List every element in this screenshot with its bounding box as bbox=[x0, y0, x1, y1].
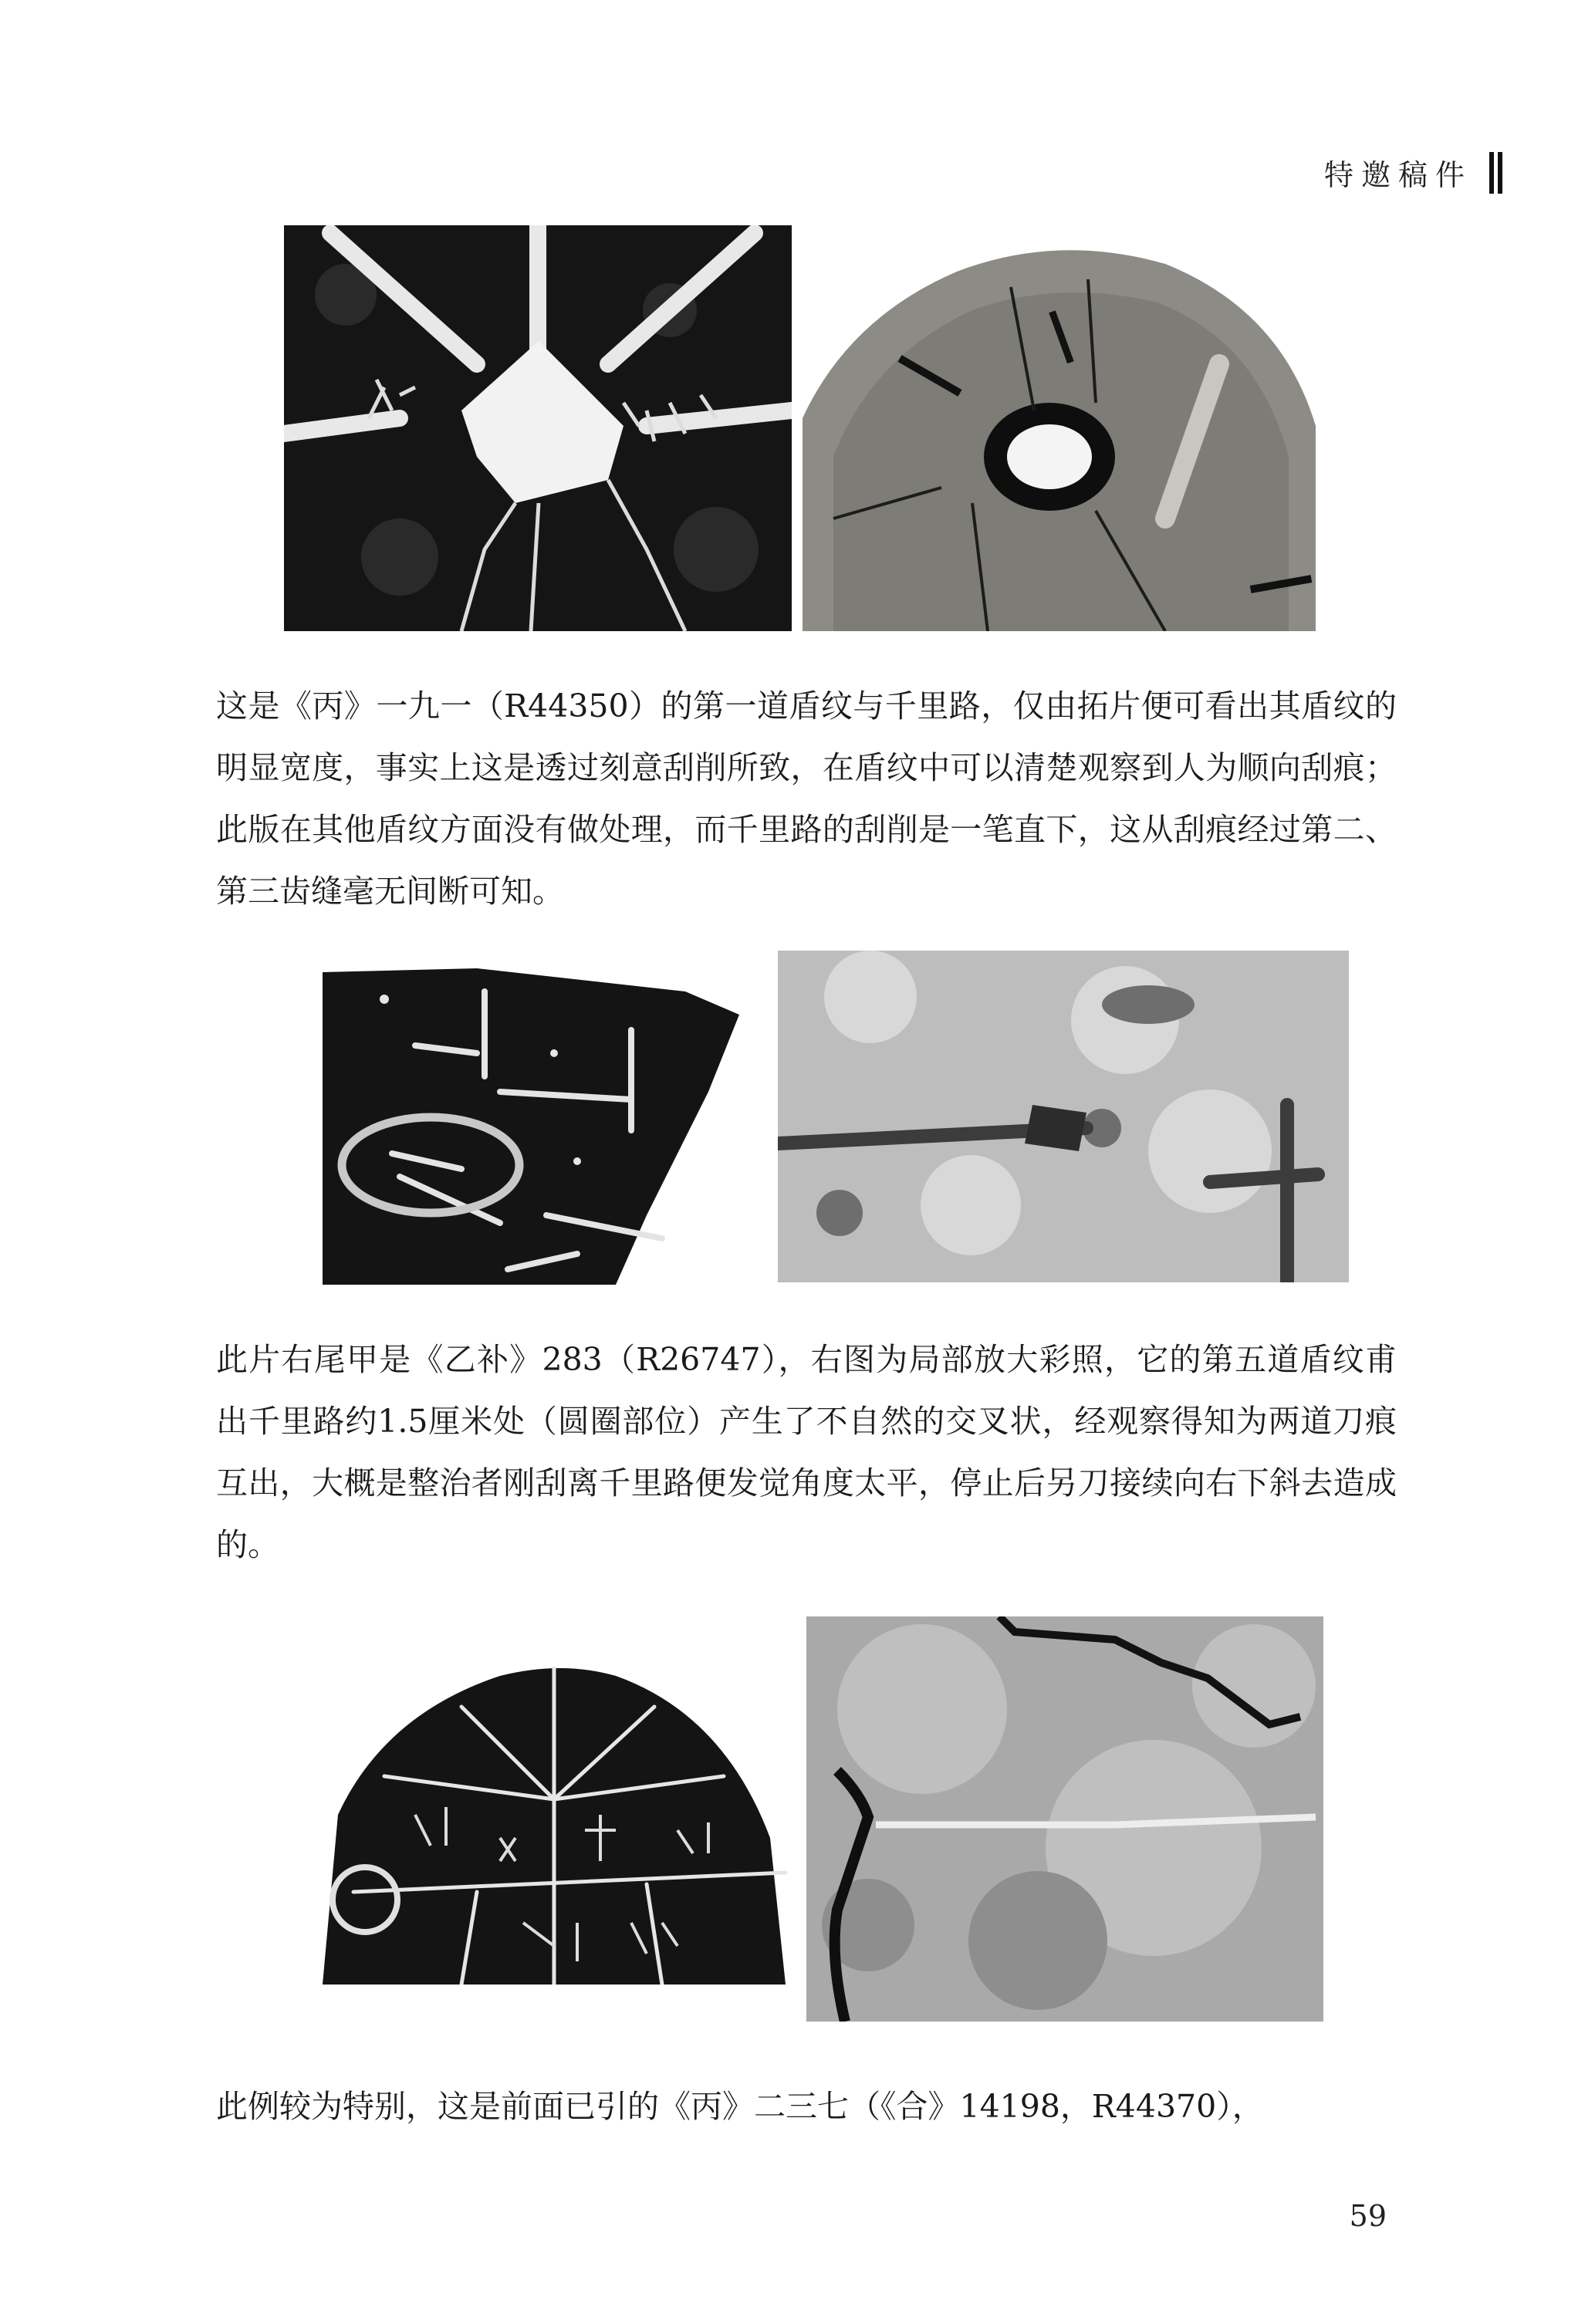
oracle-bone-closeup-icon bbox=[806, 1616, 1323, 2022]
figure-3-closeup bbox=[806, 1616, 1323, 2022]
paragraph-2: 此片右尾甲是《乙补》283（R26747），右图为局部放大彩照，它的第五道盾纹甫出千里路约1.5厘米处（圆圈部位）产生了不自然的交叉状，经观察得知为两道刀痕互出，大概是整治者刚刮离千里路便发觉角度太平，停止后另刀接续向右下斜去造成的。 bbox=[216, 1341, 1397, 1563]
paragraph-1: 这是《丙》一九一（R44350）的第一道盾纹与千里路，仅由拓片便可看出其盾纹的明显宽度，事实上这是透过刻意刮削所致，在盾纹中可以清楚观察到人为顺向刮痕；此版在其他盾纹方面没有做处理，而千里路的刮削是一笔直下，这从刮痕经过第二、第三齿缝毫无间断可知。 bbox=[216, 687, 1397, 910]
header-double-bar bbox=[1489, 152, 1502, 194]
figure-2-closeup bbox=[778, 951, 1349, 1282]
running-header bbox=[1324, 151, 1502, 194]
figure-2-rubbing bbox=[323, 961, 739, 1285]
page-number: 59 bbox=[1349, 2199, 1387, 2233]
figure-1-rubbing bbox=[284, 225, 792, 631]
oracle-bone-photo-icon bbox=[803, 225, 1316, 631]
figure-1-photo bbox=[803, 225, 1316, 631]
oracle-bone-closeup-icon bbox=[778, 951, 1349, 1282]
oracle-bone-rubbing-icon bbox=[284, 225, 792, 631]
oracle-bone-rubbing-icon bbox=[323, 1660, 793, 1985]
section-title: 特邀稿件 bbox=[1323, 158, 1472, 192]
oracle-bone-rubbing-icon bbox=[323, 961, 739, 1285]
figure-3-rubbing bbox=[323, 1660, 793, 1985]
paragraph-3: 此例较为特别，这是前面已引的《丙》二三七（《合》14198，R44370）， bbox=[216, 2088, 1264, 2125]
